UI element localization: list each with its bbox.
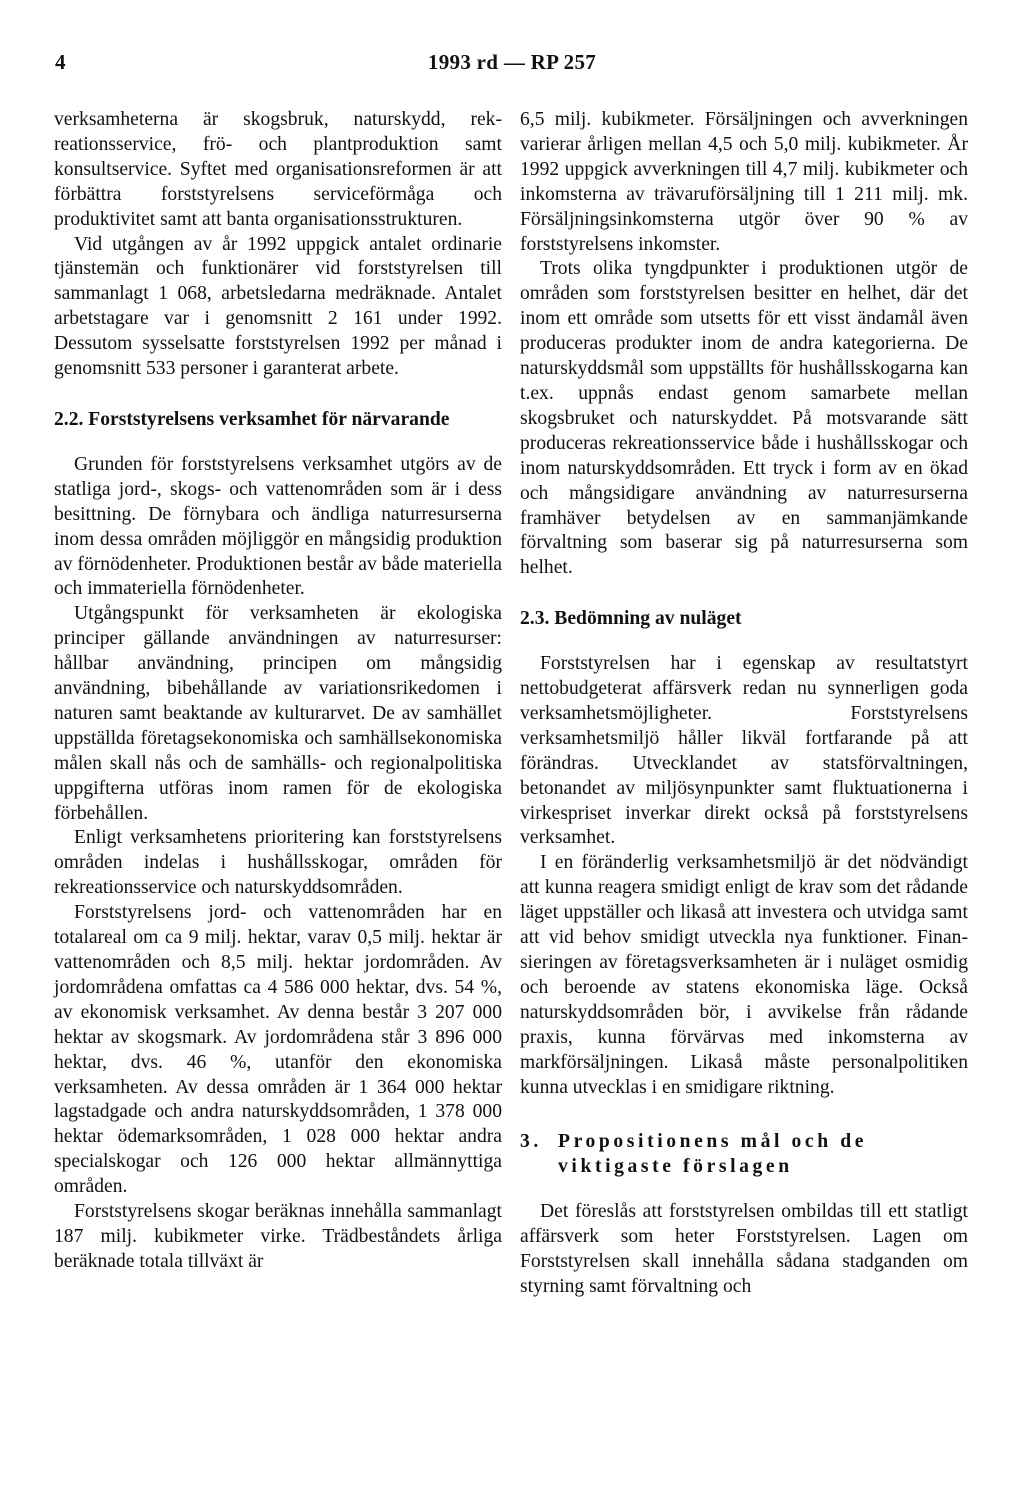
paragraph: Forststyrelsens skogar beräknas innehålla sammanlagt 187 milj. kubikmeter virke. Trädbeståndets årliga beräknade totala tillväxt är: [54, 1201, 502, 1272]
paragraph: Vid utgången av år 1992 uppgick antalet ordinarie tjänstemän och funktionärer vid forststyrelsen till sammanlagt 1 068, arbetsledarna medräknade. Antalet arbetstagare var i genomsnitt 2 161 under 1992. Dessutom sysselsatte forststyrelsen 1992 per månad i genomsnitt 533 personer i garanterat arbete.: [54, 233, 502, 380]
section-heading-2-2: 2.2. Forststyrelsens verksamhet för närvarande: [54, 408, 450, 430]
paragraph: Grunden för forststyrelsens verksamhet utgörs av de statliga jord-, skogs- och vattenområden som är i dess besittning. De förnybara och ändliga naturresurserna inom dessa områden möjliggör en mångsidig produktion av förnödenheter. Produktionen består av både materiella och immateriella förnödenheter.: [54, 453, 502, 600]
left-column: [54, 108, 502, 1275]
section-heading-2-3: 2.3. Bedömning av nuläget: [520, 608, 742, 630]
paragraph: Trots olika tyngdpunkter i produktionen utgör de områden som forststyrelsen besitter en helhet, där det inom ett område som utsetts för ett visst ändamål även produceras produkter inom de andra kategorierna. De naturskyddsmål som uppställts för hushållsskogarna kan t.ex. uppnås endast genom samarbete mellan skogsbruket och naturskyddet. På motsvarande sätt produceras rekreationsservice både i hushållsskogar och inom naturskyddsområden. Ett tryck i form av en ökad och mångsidigare användning av naturresurserna framhäver betydelsen av en sammanjämkande förvaltning som baserar sig på naturresurserna som helhet.: [520, 258, 968, 579]
paragraph: verksamheterna är skogsbruk, naturskydd, rekreationsservice, frö- och plantproduktion samt konsultservice. Syftet med organisationsreformen är att förbättra forststyrelsens serviceförmåga och produktivitet samt att banta organisationsstrukturen.: [54, 109, 502, 230]
paragraph: Det föreslås att forststyrelsen ombildas till ett statligt affärsverk som heter Forststyrelsen. Lagen om Forststyrelsen skall innehålla sådana stadganden om styrning samt förvaltning och: [520, 1201, 968, 1297]
page-number: 4: [55, 50, 66, 74]
paragraph: Enligt verksamhetens prioritering kan forststyrelsens områden indelas i hushållsskogar, områden för rekreationsservice och naturskyddsområden.: [54, 827, 502, 899]
paragraph: I en föränderlig verksamhetsmiljö är det nödvändigt att kunna reagera smidigt enligt de krav som det rådande läget uppställer och likaså att investera och utvidga samt att vid behov smidigt utveckla nya funktioner. Finansieringen av företagsverksamheten är i nuläget osmidig och beroende av statens ekonomiska läge. Också naturskyddsområden bör, i avvikelse från rådande praxis, kunna förvärvas med inkomsterna av markförsäljningen. Likaså måste personalpolitiken kunna utvecklas i en smidigare riktning.: [520, 852, 968, 1098]
section-heading-3: [520, 1130, 968, 1180]
paragraph: Forststyrelsens jord- och vattenområden har en totalareal om ca 9 milj. hektar, varav 0,5 milj. hektar är vattenområden och 8,5 milj. hektar jordområden. Av jordområdena omfattas ca 4 586 000 hektar, dvs. 54 %, av ekonomisk verksamhet. Av denna består 3 207 000 hektar av skogsmark. Av jordområdena står 3 896 000 hektar, dvs. 46 %, utanför den ekonomiska verksamheten. Av dessa områden är 1 364 000 hektar lagstadgade och andra naturskyddsområden, 1 378 000 hektar ödemarksområden, 1 028 000 hektar andra specialskogar och 126 000 hektar allmännyttiga områden.: [54, 902, 502, 1198]
section-heading-3-number: 3.: [520, 1131, 542, 1153]
paragraph: 6,5 milj. kubikmeter. Försäljningen och avverkningen varierar årligen mellan 4,5 och 5,0 milj. kubikmeter. År 1992 uppgick avverkningen till 4,7 milj. kubikmeter och inkomsterna av trävaruförsäljning till 1 211 milj. mk. Försäljningsinkomsterna utgör över 90 % av forststyrelsens inkomster.: [520, 109, 968, 255]
paragraph: Utgångspunkt för verksamheten är ekologiska principer gällande användningen av naturresurser: hållbar användning, principen om mångsidig användning, bibehållande av variationsrikedomen i naturen samt beaktande av kulturarvet. De av samhället uppställda företagsekonomiska och samhällsekonomiska målen skall nås och de samhälls- och regionalpolitiska uppgifterna utföras inom ramen för de ekologiska förbehållen.: [54, 603, 502, 824]
right-column: [520, 108, 968, 1300]
section-heading-3-text: Propositionens mål och de viktigaste förslagen: [558, 1131, 867, 1178]
paragraph: Forststyrelsen har i egenskap av resultatstyrt nettobudgeterat affärsverk redan nu synnerligen goda verksamhetsmöjligheter. Forststyrelsens verksamhetsmiljö håller likväl fortfarande på att förändras. Utvecklandet av statsförvaltningen, betonandet av miljösynpunkter samt fluktuationerna i virkespriset inverkar direkt också på forststyrelsens verksamhet.: [520, 653, 968, 849]
running-header: 1993 rd — RP 257: [427, 50, 597, 74]
